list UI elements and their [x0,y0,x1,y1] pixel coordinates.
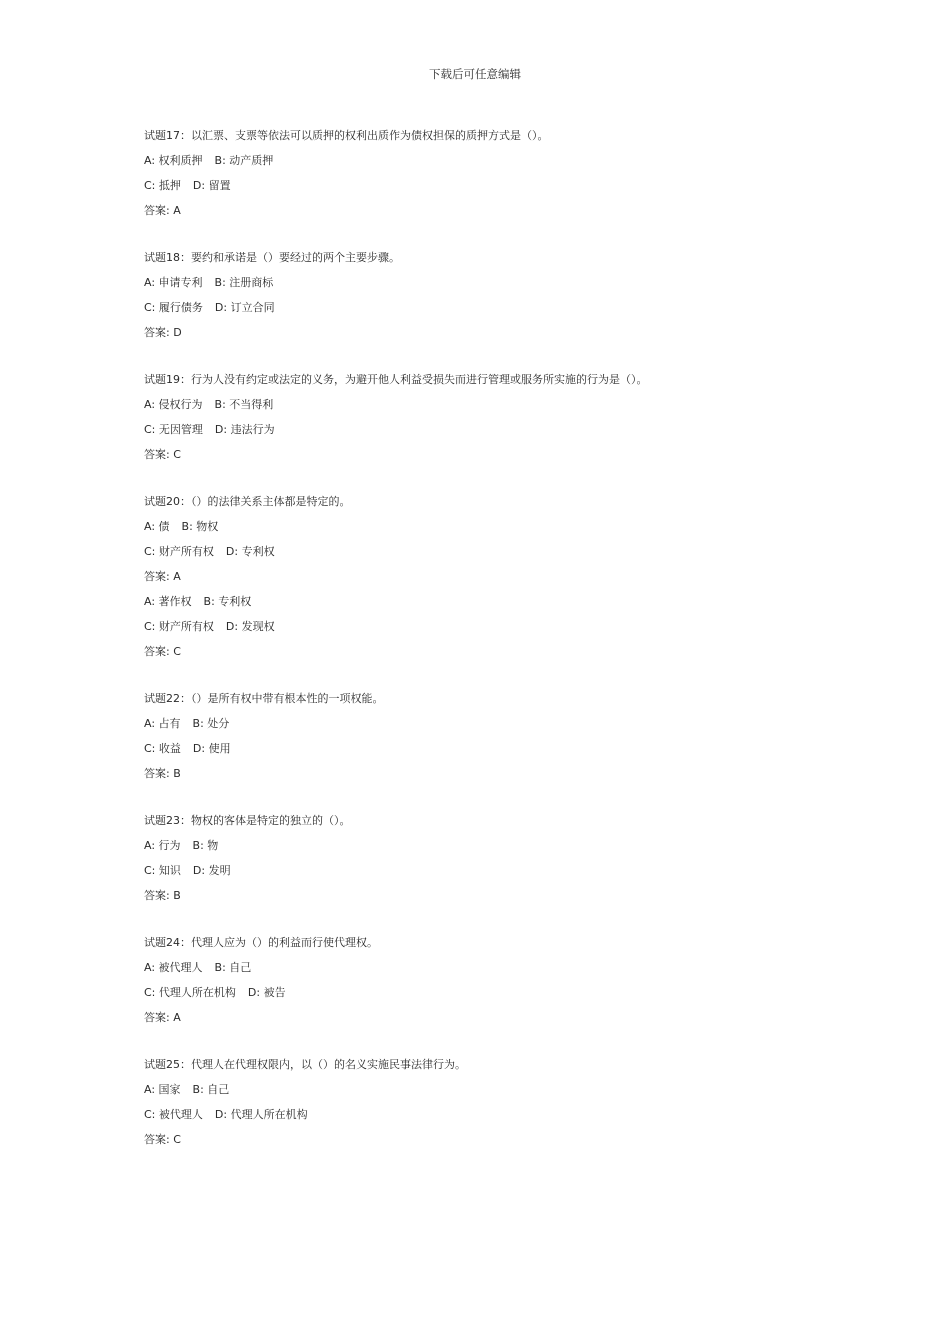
options-row-cd [144,543,884,568]
question-stem: 试题19：行为人没有约定或法定的义务，为避开他人利益受损失而进行管理或服务所实施的行为是（）。 [144,373,648,386]
option-d: D: 订立合同 [214,301,275,314]
answer: 答案: C [144,448,181,461]
option-b: B: 物权 [181,520,219,533]
options-row-ab [144,518,884,543]
option-a: A: 占有 [144,717,181,730]
option-d: D: 代理人所在机构 [214,1108,308,1121]
option-b: B: 处分 [192,717,230,730]
options-row-cd [144,862,884,887]
option-a: A: 权利质押 [144,154,203,167]
options-row-cd [144,1106,884,1131]
options-row-ab [144,715,884,740]
options-row-ab [144,1081,884,1106]
answer: 答案: D [144,326,182,339]
option-a: A: 行为 [144,839,181,852]
option-b: B: 动产质押 [214,154,274,167]
question-stem: 试题23：物权的客体是特定的独立的（）。 [144,814,351,827]
option-a: A: 申请专利 [144,276,203,289]
question-18 [144,249,884,349]
option-d: D: 发明 [192,864,231,877]
option-b: B: 专利权 [203,595,252,608]
question-stem: 试题17：以汇票、支票等依法可以质押的权利出质作为债权担保的质押方式是（）。 [144,129,549,142]
option-d: D: 专利权 [225,545,275,558]
option-c: C: 被代理人 [144,1108,203,1121]
option-c: C: 财产所有权 [144,620,214,633]
option-c: C: 抵押 [144,179,181,192]
option-d: D: 被告 [247,986,286,999]
options-row-ab [144,152,884,177]
option-b: B: 物 [192,839,219,852]
options-row-ab [144,396,884,421]
options-row-cd [144,421,884,446]
option-a: A: 著作权 [144,595,192,608]
option-b: B: 自己 [214,961,252,974]
question-stem: 试题18：要约和承诺是（）要经过的两个主要步骤。 [144,251,400,264]
question-24 [144,934,884,1034]
answer: 答案: A [144,570,181,583]
answer: 答案: C [144,1133,181,1146]
answer: 答案: C [144,645,181,658]
option-c: C: 收益 [144,742,181,755]
answer: 答案: A [144,204,181,217]
answer: 答案: B [144,767,181,780]
options-row-ab [144,593,884,618]
option-c: C: 财产所有权 [144,545,214,558]
question-25 [144,1056,884,1156]
question-19 [144,371,884,471]
question-23 [144,812,884,912]
options-row-ab [144,959,884,984]
answer: 答案: A [144,1011,181,1024]
question-stem: 试题25：代理人在代理权限内，以（）的名义实施民事法律行为。 [144,1058,466,1071]
option-a: A: 侵权行为 [144,398,203,411]
option-c: C: 无因管理 [144,423,203,436]
options-row-cd [144,740,884,765]
question-17 [144,127,884,227]
option-d: D: 违法行为 [214,423,275,436]
question-20 [144,493,884,668]
question-stem: 试题22：（）是所有权中带有根本性的一项权能。 [144,692,384,705]
options-row-ab [144,837,884,862]
option-b: B: 注册商标 [214,276,274,289]
options-row-cd [144,177,884,202]
option-d: D: 留置 [192,179,231,192]
option-c: C: 知识 [144,864,181,877]
options-row-cd [144,618,884,643]
answer: 答案: B [144,889,181,902]
question-stem: 试题24：代理人应为（）的利益而行使代理权。 [144,936,378,949]
page-header: 下载后可任意编辑 [429,67,521,81]
option-b: B: 自己 [192,1083,230,1096]
option-d: D: 使用 [192,742,231,755]
option-a: A: 债 [144,520,170,533]
question-stem: 试题20：（）的法律关系主体都是特定的。 [144,495,351,508]
question-22 [144,690,884,790]
option-b: B: 不当得利 [214,398,274,411]
options-row-cd [144,299,884,324]
option-a: A: 国家 [144,1083,181,1096]
options-row-ab [144,274,884,299]
option-c: C: 代理人所在机构 [144,986,236,999]
options-row-cd [144,984,884,1009]
option-a: A: 被代理人 [144,961,203,974]
question-list [144,127,884,1178]
option-c: C: 履行债务 [144,301,203,314]
option-d: D: 发现权 [225,620,275,633]
